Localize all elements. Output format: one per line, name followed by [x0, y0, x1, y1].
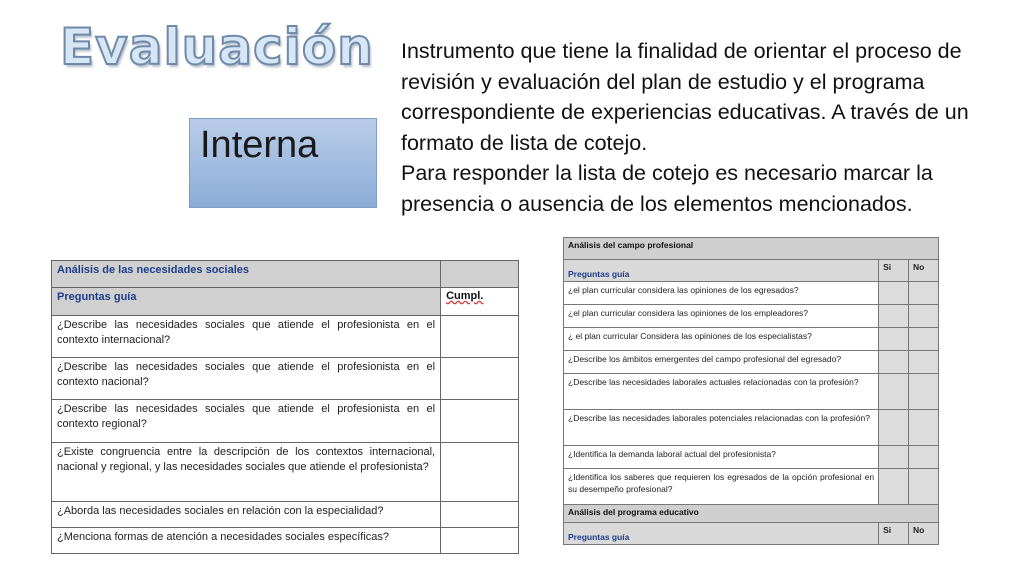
- si-cell[interactable]: [879, 282, 909, 305]
- si-cell[interactable]: [879, 328, 909, 351]
- si-cell[interactable]: [879, 374, 909, 410]
- table-row: [564, 328, 939, 351]
- question-text: ¿Aborda las necesidades sociales en relación con la especialidad?: [52, 502, 441, 528]
- table-row: [564, 374, 939, 410]
- description-paragraph-1: Instrumento que tiene la finalidad de orientar el proceso de revisión y evaluación del plan de estudio y el programa correspondiente de experiencias educativas. A través de un formato de lista de cotejo.: [401, 39, 969, 155]
- question-text: ¿Describe las necesidades sociales que atiende el profesionista en el contexto internacional?: [52, 316, 441, 358]
- table-guide-header: [564, 260, 939, 282]
- section-title: Análisis de las necesidades sociales: [52, 261, 441, 288]
- social-needs-table: [51, 260, 519, 554]
- no-cell[interactable]: [909, 305, 939, 328]
- no-cell[interactable]: [909, 410, 939, 446]
- description-text: [401, 36, 1021, 219]
- cumpl-cell[interactable]: [441, 502, 519, 528]
- no-cell[interactable]: [909, 446, 939, 469]
- section-title: Análisis del campo profesional: [564, 238, 939, 260]
- cumpl-cell[interactable]: [441, 316, 519, 358]
- question-text: ¿el plan curricular considera las opiniones de los empleadores?: [564, 305, 879, 328]
- guide-label: Preguntas guía: [568, 532, 630, 542]
- table-row: [564, 410, 939, 446]
- table-row: [564, 305, 939, 328]
- no-cell[interactable]: [909, 469, 939, 505]
- question-text: ¿Describe los ámbitos emergentes del campo profesional del egresado?: [564, 351, 879, 374]
- question-text: ¿Identifica la demanda laboral actual del profesionista?: [564, 446, 879, 469]
- no-header: No: [909, 523, 939, 545]
- cumpl-cell[interactable]: [441, 400, 519, 443]
- no-cell[interactable]: [909, 282, 939, 305]
- section-title: Análisis del programa educativo: [564, 505, 939, 523]
- table-guide-header: [564, 523, 939, 545]
- question-text: ¿Existe congruencia entre la descripción de los contextos internacional, nacional y regional, y las necesidades sociales que atiende el profesionista?: [52, 443, 441, 502]
- si-cell[interactable]: [879, 305, 909, 328]
- guide-label: Preguntas guía: [52, 288, 441, 316]
- table-row: [52, 502, 519, 528]
- question-text: ¿Describe las necesidades laborales potenciales relacionadas con la profesión?: [564, 410, 879, 446]
- table-section-header: [564, 505, 939, 523]
- si-cell[interactable]: [879, 469, 909, 505]
- cumpl-cell[interactable]: [441, 528, 519, 554]
- question-text: ¿Describe las necesidades sociales que atiende el profesionista en el contexto nacional?: [52, 358, 441, 400]
- cumpl-label: Cumpl.: [446, 290, 484, 302]
- table-row: [564, 446, 939, 469]
- si-cell[interactable]: [879, 446, 909, 469]
- si-cell[interactable]: [879, 410, 909, 446]
- table-row: [52, 316, 519, 358]
- table-section-header: [52, 261, 519, 288]
- no-cell[interactable]: [909, 328, 939, 351]
- page-title: Evaluación: [60, 18, 374, 76]
- si-header: Si: [879, 260, 909, 282]
- question-text: ¿Describe las necesidades sociales que atiende el profesionista en el contexto regional?: [52, 400, 441, 443]
- table-row: [564, 351, 939, 374]
- question-text: ¿Describe las necesidades laborales actuales relacionadas con la profesión?: [564, 374, 879, 410]
- interna-box: [189, 118, 377, 208]
- cumpl-cell[interactable]: [441, 358, 519, 400]
- question-text: ¿el plan curricular considera las opiniones de los egresados?: [564, 282, 879, 305]
- table-guide-header: [52, 288, 519, 316]
- question-text: ¿ el plan curricular Considera las opiniones de los especialistas?: [564, 328, 879, 351]
- cumpl-cell[interactable]: [441, 443, 519, 502]
- no-cell[interactable]: [909, 351, 939, 374]
- no-cell[interactable]: [909, 374, 939, 410]
- no-header: No: [909, 260, 939, 282]
- table-row: [52, 443, 519, 502]
- table-row: [52, 400, 519, 443]
- description-paragraph-2: Para responder la lista de cotejo es necesario marcar la presencia o ausencia de los elementos mencionados.: [401, 161, 933, 216]
- si-header: Si: [879, 523, 909, 545]
- table-row: [52, 358, 519, 400]
- question-text: ¿Menciona formas de atención a necesidades sociales específicas?: [52, 528, 441, 554]
- table-section-header: [564, 238, 939, 260]
- question-text: ¿Identifica los saberes que requieren los egresados de la opción profesional en su desempeño profesional?: [564, 469, 879, 505]
- si-cell[interactable]: [879, 351, 909, 374]
- professional-field-table: [563, 237, 939, 545]
- table-row: [564, 469, 939, 505]
- interna-label: Interna: [200, 124, 319, 166]
- table-row: [52, 528, 519, 554]
- guide-label: Preguntas guía: [568, 269, 630, 279]
- table-row: [564, 282, 939, 305]
